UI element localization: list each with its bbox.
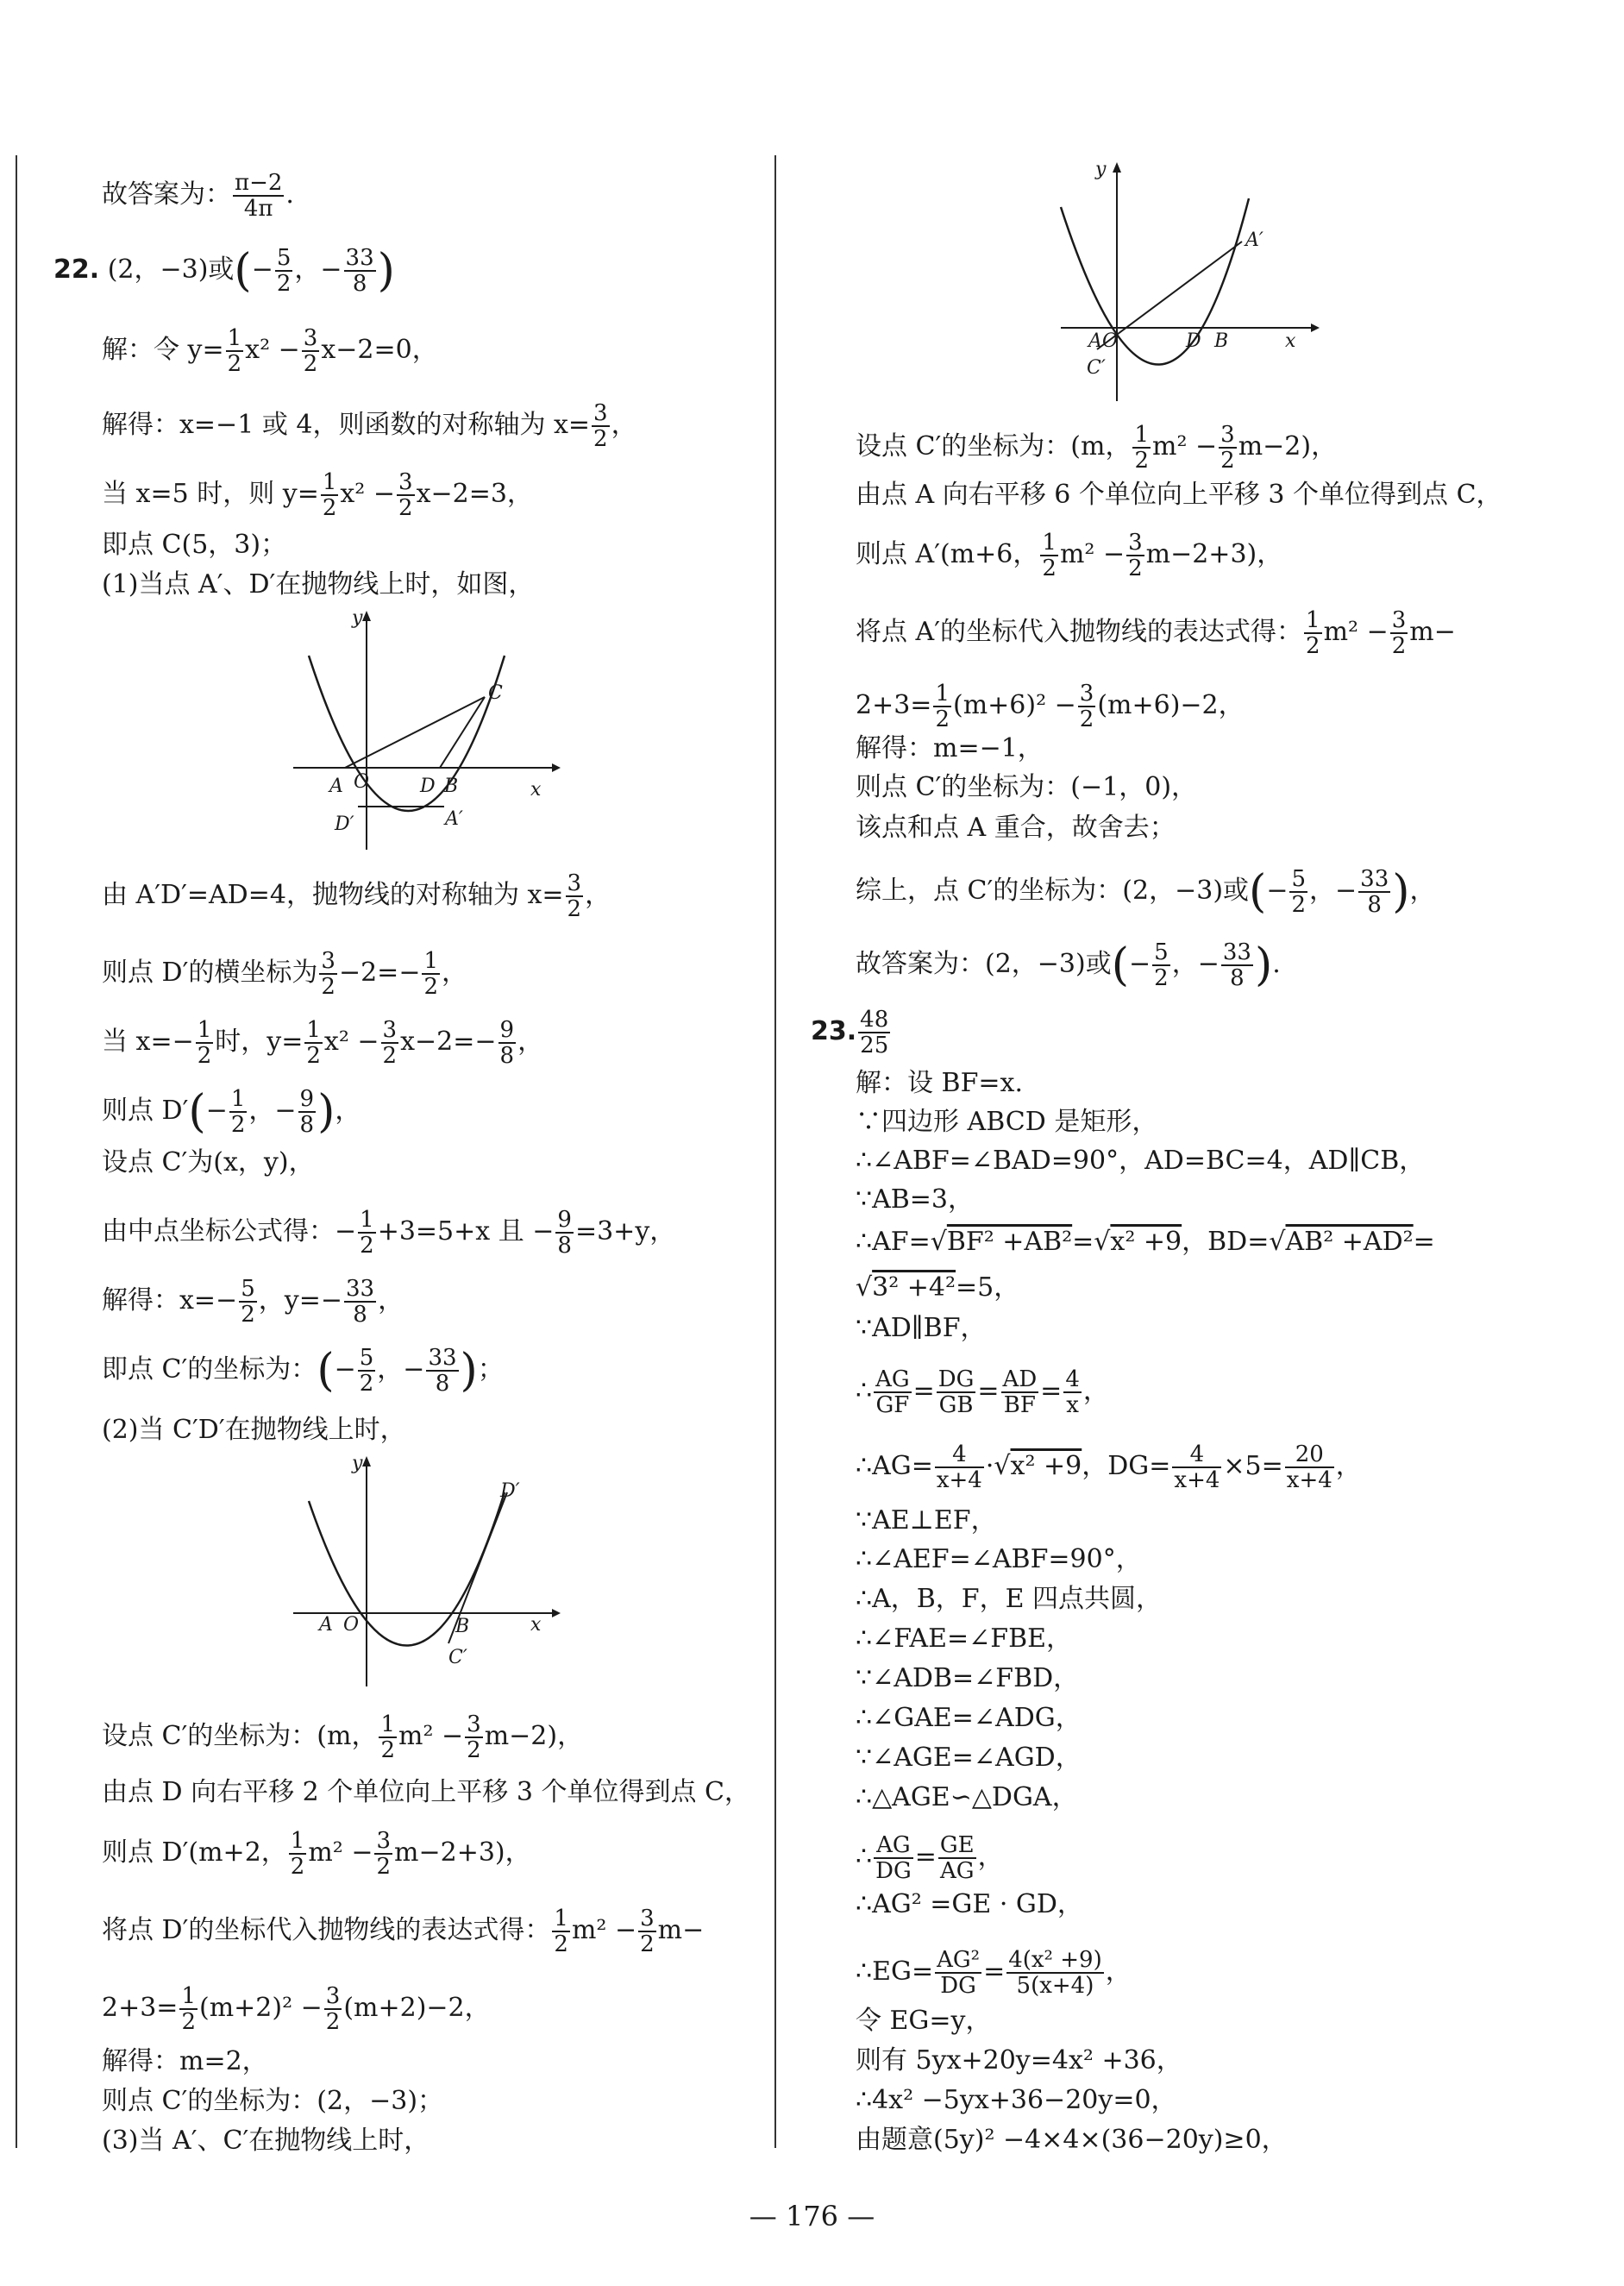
answer-line: 故答案为： $\frac{\pi-2}{4\pi}$ . [102, 170, 294, 222]
step-line: √3² +4²=5， [856, 1272, 1020, 1303]
step-line: (1)当点 A′、D′在抛物线上时，如图， [102, 569, 535, 600]
label-y: y [352, 607, 363, 629]
step-line: ∵AE⊥EF， [856, 1505, 997, 1536]
step-line: 设点 C′的坐标为：(m， $\frac{1}{2}$ m² − $\frac{3}{2}$ m−2)， [856, 422, 1338, 474]
step-line: 由中点坐标公式得：− $\frac{1}{2}$ +3=5+x 且 − $\frac{9}{8}$ =3+y， [102, 1207, 676, 1259]
label-c: C [488, 682, 503, 704]
step-line: ∴AG= $\frac{4}{x+4}$ ·√x² +9，DG= $\frac{4}{x+4}$ ×5= $\frac{20}{x+4}$ ， [856, 1441, 1362, 1493]
step-line: 2+3= $\frac{1}{2}$ (m+6)² − $\frac{3}{2}$ (m+6)−2， [856, 681, 1245, 732]
label-o: O [354, 771, 370, 793]
label-a: A [329, 776, 343, 797]
step-line: 将点 A′的坐标代入抛物线的表达式得： $\frac{1}{2}$ m² − $\frac{3}{2}$ m− [856, 607, 1456, 659]
step-line: 该点和点 A 重合，故舍去； [856, 813, 1176, 843]
left-margin-rule [16, 155, 17, 2148]
step-line: 当 x=5 时，则 y= $\frac{1}{2}$ x² − $\frac{3}{2}$ x−2=3， [102, 469, 533, 521]
step-line: 将点 D′的坐标代入抛物线的表达式得： $\frac{1}{2}$ m² − $\frac{3}{2}$ m− [102, 1906, 705, 1957]
question-23: 23. $\frac{48}{25}$ [811, 1007, 889, 1058]
step-line: ∴EG= $\frac{\text{AG²}}{DG}$ = $\frac{\text{4(x² +9)}}{5(x+4)}$ ， [856, 1947, 1132, 1999]
svg-text:A: A [319, 1614, 333, 1636]
svg-text:y: y [1095, 159, 1107, 180]
column-divider [774, 155, 776, 2148]
step-line: ∴∠FAE=∠FBE， [856, 1623, 1073, 1654]
svg-text:C′: C′ [1087, 357, 1106, 379]
step-line: 则点 C′的坐标为：(2，−3)； [102, 2086, 444, 2116]
svg-text:O: O [343, 1614, 360, 1636]
step-line: ∴∠GAE=∠ADG， [856, 1703, 1082, 1733]
step-line: 2+3= $\frac{1}{2}$ (m+2)² − $\frac{3}{2}$ (m+2)−2， [102, 1983, 491, 2035]
page-number: — 176 — [749, 2200, 875, 2233]
step-line: ∴A，B，F，E 四点共圆， [856, 1584, 1163, 1614]
parabola-figure-1 [285, 604, 569, 854]
step-line: 解：令 y= $\frac{1}{2}$ x² − $\frac{3}{2}$ x−2=0， [102, 325, 438, 377]
svg-text:B: B [455, 1616, 470, 1637]
step-line: 则点 C′的坐标为：(−1，0)， [856, 772, 1198, 802]
step-line: ∴4x² −5yx+36−20y=0， [856, 2085, 1177, 2115]
step-line: ∵四边形 ABCD 是矩形， [856, 1107, 1158, 1137]
step-line: 解：设 BF=x. [856, 1068, 1023, 1098]
question-22: 22. (2，−3)或(− $\frac{5}{2}$ ，− $\frac{33}{8}$ ) [53, 245, 395, 297]
step-line: 则点 D′的横坐标为 $\frac{3}{2}$ −2=− $\frac{1}{2}$ ， [102, 948, 467, 1000]
step-line: ∴△AGE∽△DGA， [856, 1782, 1078, 1812]
step-line: 即点 C′的坐标为：(− $\frac{5}{2}$ ，− $\frac{33}{8}$ )； [102, 1345, 504, 1397]
step-line: ∴AG² =GE · GD， [856, 1889, 1083, 1919]
label-b: B [444, 776, 459, 797]
step-line: 设点 C′的坐标为：(m， $\frac{1}{2}$ m² − $\frac{3}{2}$ m−2)， [102, 1711, 584, 1763]
label-a-prime: A′ [445, 808, 463, 830]
svg-text:C′: C′ [448, 1647, 467, 1668]
step-line: 则点 D′(− $\frac{1}{2}$ ，− $\frac{9}{8}$ )， [102, 1086, 361, 1138]
step-line: 由 A′D′=AD=4，抛物线的对称轴为 x= $\frac{3}{2}$ ， [102, 870, 611, 922]
fraction: $\frac{\pi-2}{4\pi}$ [235, 170, 283, 222]
step-line: 由点 A 向右平移 6 个单位向上平移 3 个单位得到点 C， [856, 480, 1502, 510]
svg-text:D: D [1186, 330, 1201, 352]
step-line: 由题意(5y)² −4×4×(36−20y)≥0， [856, 2125, 1288, 2155]
svg-text:x: x [530, 1614, 542, 1636]
step-line: 由点 D 向右平移 2 个单位向上平移 3 个单位得到点 C， [102, 1777, 750, 1807]
step-line: ∵∠ADB=∠FBD， [856, 1663, 1080, 1693]
label-d-prime: D′ [335, 813, 354, 835]
step-line: 解得：x=− $\frac{5}{2}$ ，y=− $\frac{33}{8}$ ， [102, 1276, 404, 1328]
step-line: 解得：m=−1， [856, 733, 1044, 763]
parabola-figure-2 [285, 1449, 569, 1691]
step-line: 则有 5yx+20y=4x² +36， [856, 2045, 1182, 2076]
conclusion-line: 综上，点 C′的坐标为：(2，−3)或(− $\frac{5}{2}$ ，− $\frac{33}{8}$ )， [856, 866, 1436, 918]
step-line: ∴∠ABF=∠BAD=90°，AD=BC=4，AD∥CB， [856, 1146, 1426, 1176]
step-line: ∵∠AGE=∠AGD， [856, 1743, 1082, 1773]
label-x: x [530, 779, 542, 801]
step-line: ∴ $\frac{AG}{DG}$ = $\frac{GE}{AG}$ ， [856, 1832, 1004, 1884]
step-line: ∴∠AEF=∠ABF=90°， [856, 1544, 1142, 1574]
svg-text:x: x [1285, 330, 1296, 352]
step-line: 设点 C′为(x，y)， [102, 1147, 315, 1178]
parabola-figure-3 [1052, 155, 1345, 405]
answer-line: 故答案为：(2，−3)或(− $\frac{5}{2}$ ，− $\frac{33}{8}$ ). [856, 939, 1281, 991]
step-line: 令 EG=y， [856, 2006, 992, 2036]
svg-text:O: O [1102, 330, 1119, 352]
step-line: ∴AF=√BF² +AB²=√x² +9，BD=√AB² +AD²= [856, 1227, 1435, 1257]
svg-text:D′: D′ [500, 1480, 520, 1502]
step-line: 即点 C(5，3)； [102, 530, 287, 560]
step-line: 解得：x=−1 或 4，则函数的对称轴为 x= $\frac{3}{2}$ ， [102, 400, 637, 452]
step-line: ∵AD∥BF， [856, 1313, 987, 1343]
step-line: ∵AB=3， [856, 1184, 975, 1215]
step-line: ∴ $\frac{AG}{GF}$ = $\frac{DG}{GB}$ = $\frac{AD}{BF}$ = $\frac{4}{x}$ ， [856, 1366, 1109, 1418]
step-line: 解得：m=2， [102, 2046, 268, 2076]
step-line: 则点 A′(m+6， $\frac{1}{2}$ m² − $\frac{3}{2}$ m−2+3)， [856, 530, 1283, 581]
svg-text:A′: A′ [1245, 229, 1263, 251]
svg-text:B: B [1214, 330, 1229, 352]
step-line: (3)当 A′、C′在抛物线上时， [102, 2126, 430, 2156]
step-line: (2)当 C′D′在抛物线上时， [102, 1415, 406, 1445]
svg-text:A: A [1088, 330, 1102, 352]
svg-text:y: y [352, 1453, 363, 1474]
label-d: D [420, 776, 436, 797]
step-line: 则点 D′(m+2， $\frac{1}{2}$ m² − $\frac{3}{2}$ m−2+3)， [102, 1828, 531, 1880]
step-line: 当 x=− $\frac{1}{2}$ 时，y= $\frac{1}{2}$ x² − $\frac{3}{2}$ x−2=− $\frac{9}{8}$ ， [102, 1017, 544, 1069]
